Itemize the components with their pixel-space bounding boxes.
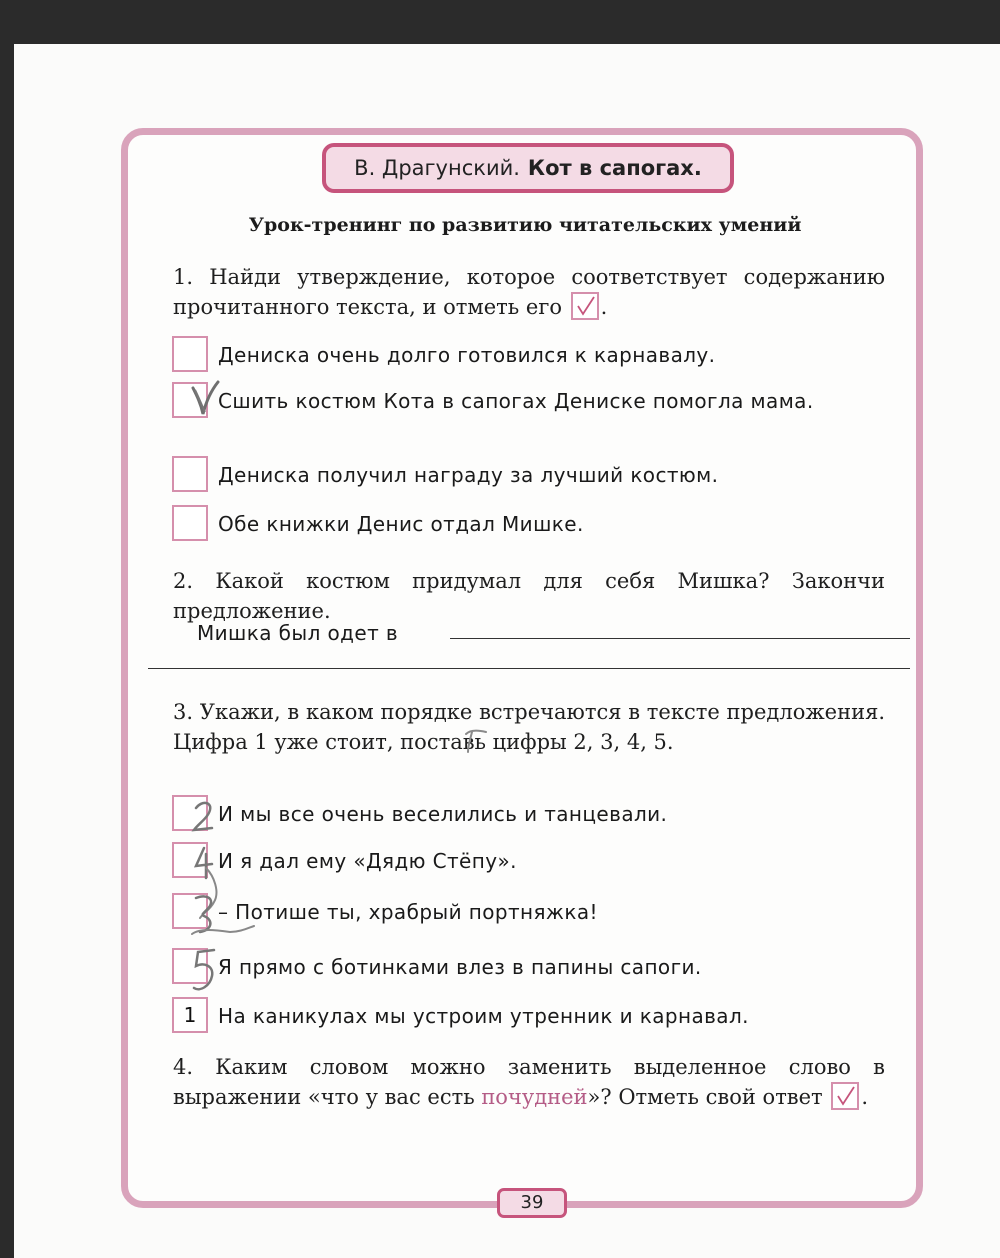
q1-option-checkbox[interactable] [172,336,208,372]
highlighted-word: почудней [481,1085,588,1109]
question-1-end: . [600,295,608,319]
q1-option-text: Сшить костюм Кота в сапогах Дениске помогла мама. [218,389,814,413]
q3-option-text: На каникулах мы устроим утренник и карнавал. [218,1004,749,1028]
q3-option-box[interactable] [172,948,208,984]
q3-option-box[interactable] [172,842,208,878]
q1-option[interactable] [172,336,872,376]
title-story: Кот в сапогах. [527,156,702,180]
page-number: 39 [497,1188,567,1218]
question-3-prompt: 3. Укажи, в каком порядке встречаются в тексте предложения. Цифра 1 уже стоит, поставь цифры 2, 3, 4, 5. [173,700,885,754]
question-4-text-end: »? Отметь свой ответ [587,1085,823,1109]
answer-line[interactable] [450,638,910,639]
lesson-title [322,143,734,193]
q3-option-text: И мы все очень веселились и танцевали. [218,802,668,826]
q1-option-checkbox[interactable] [172,382,208,418]
q1-option[interactable] [172,382,872,452]
answer-lead-in: Мишка был одет в [197,621,399,645]
q1-option-checkbox[interactable] [172,505,208,541]
question-2-prompt: 2. Какой костюм придумал для себя Мишка? Закончи предложение. [173,569,885,623]
q1-option-text: Дениска получил награду за лучший костюм. [218,463,719,487]
q3-option[interactable] [172,948,872,988]
check-sample-icon [831,1082,859,1110]
question-4-prompt [173,1052,885,1112]
title-author: В. Драгунский. [354,156,520,180]
q3-option-text: Я прямо с ботинками влез в папины сапоги. [218,955,702,979]
q3-option[interactable] [172,795,872,835]
question-1-text: 1. Найди утверждение, которое соответствует содержанию прочитанного текста, и отметь его [173,265,885,319]
q1-option[interactable] [172,456,872,496]
question-1-prompt [173,262,885,322]
question-4-end: . [861,1085,869,1109]
lesson-subtitle: Урок-тренинг по развитию читательских умений [248,214,802,236]
q3-option-text: – Потише ты, храбрый портняжка! [218,900,598,924]
q3-option[interactable] [172,893,872,933]
q3-option[interactable] [172,842,872,882]
q1-option-text: Дениска очень долго готовился к карнавалу. [218,343,716,367]
question-4-text: 4. Каким словом можно заменить выделенное слово в выражении «что у вас есть [173,1055,885,1109]
q3-option-box[interactable]: 1 [172,997,208,1033]
q3-option-text: И я дал ему «Дядю Стёпу». [218,849,517,873]
q1-option-checkbox[interactable] [172,456,208,492]
check-sample-icon [571,292,599,320]
q3-option[interactable] [172,997,872,1037]
q3-option-box[interactable] [172,795,208,831]
q3-option-box[interactable] [172,893,208,929]
q1-option-text: Обе книжки Денис отдал Мишке. [218,512,584,536]
q1-option[interactable] [172,505,872,545]
answer-line[interactable] [148,668,910,669]
